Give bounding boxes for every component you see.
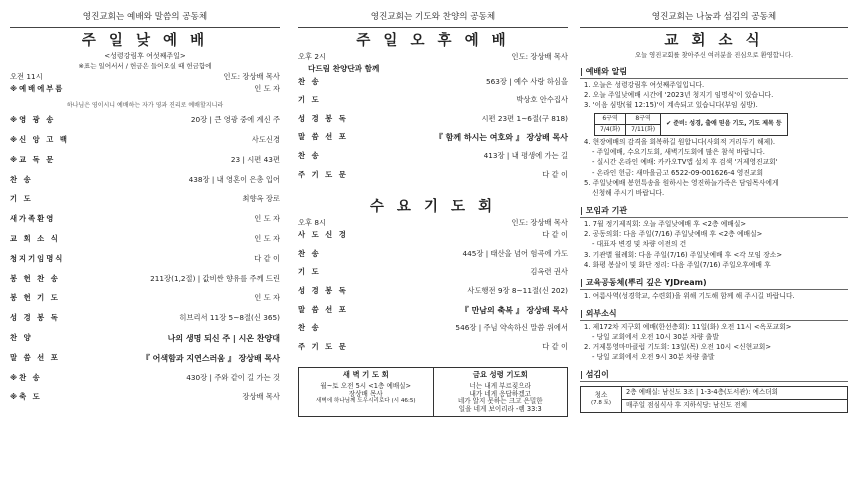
news-item: 3. '이음 심방(월 12:15)'이 계속되고 있습니다(부임 심방). [584,101,758,110]
news-item: 5. 주일낮예배 봉헌특송을 원하시는 영진하늘가족은 담임목사에게 [584,178,779,187]
order-value: 563장 | 예수 사랑 하심을 [485,76,568,86]
order-label: 성 경 봉 독 [298,286,348,296]
order-value: 546장 | 주님 약속하신 말씀 위에서 [455,323,568,333]
order-value: 사도신경 [251,135,280,145]
order-item [298,268,568,287]
call-to-worship-verse: 하나님은 영이시니 예배하는 자가 영과 진리로 예배할지니라 [66,102,224,110]
banner: 영진교회는 기도와 찬양의 공동체 [298,10,568,28]
order-item [298,231,568,250]
dawn-prayer [299,368,433,416]
order-label: 성 경 봉 독 [298,113,348,123]
news-item: - 당일 교회에서 오전 9시 30분 차량 출발 [592,353,715,362]
service-time: 오후 8시 [298,217,327,227]
order-value: 히브리서 11장 5~8절(신 365) [179,313,280,323]
order-item [10,116,280,136]
news-item: 1. 제172차 지구회 예배(한선층회): 11일(화) 오전 11시 <옥포교회> [584,322,792,331]
order-label: 봉 헌 기 도 [10,293,60,303]
friday-prayer [433,368,568,416]
order-value: 438장 | 내 영혼이 은총 입어 [188,174,280,184]
order-item [298,78,568,97]
order-label: 기 도 [298,267,321,277]
order-item [298,96,568,115]
service-leader: 인도: 장상배 목사 [223,72,280,82]
service-subtitle: <성령강림후 여섯째주일> [104,51,186,60]
order-label: 말 씀 선 포 [298,304,348,314]
order-label: 말 씀 선 포 [298,132,348,142]
section-heading: | 모임과 기관 [580,206,848,218]
order-item [298,306,568,325]
schedule-note: ✔ 준비: 성경, 출애 믿음 기도, 기도 제목 등 [661,114,788,136]
order-value: 인 도 자 [254,293,280,303]
order-label: 찬 송 [298,151,321,161]
order-item [298,250,568,269]
friday-verse-line: 네가 알지 못하는 크고 은밀한 [457,397,543,406]
cleaning-duty-table [580,386,848,412]
cleaning-row: 2층 예배실: 남신도 3조 | 1-3-4층(도서관): 예스더회 [626,388,779,397]
cleaning-label-text: 청소 [594,390,608,399]
order-item [298,287,568,306]
church-news [580,10,848,413]
service-time: 오후 2시 [298,51,327,61]
order-item [10,393,280,413]
news-item: 3. 기관별 월례회: 다음 주일(7/16) 주일낮예배 후 <각 모임 장소> [584,250,783,259]
order-label: 주 기 도 문 [298,169,348,179]
service-title: 주 일 낮 예 배 [81,32,209,49]
order-item [10,235,280,255]
dawn-prayer-title: 새 벽 기 도 회 [342,370,389,380]
section-heading: | 외부소식 [580,309,848,321]
order-value: 23 | 시편 43편 [230,154,280,164]
order-label: 사 도 신 경 [298,230,348,240]
order-value: 최향옥 장로 [242,194,280,204]
order-item [298,171,568,190]
order-label: 새가족환영 [10,214,56,224]
schedule-head: 8구역 [626,114,661,125]
order-value: 다 같 이 [542,230,568,240]
order-value: 나의 생명 되신 주 | 시온 찬양대 [167,334,280,344]
cleaning-rows [622,387,847,411]
order-item [10,374,280,394]
choir-note: 다드림 찬양단과 함께 [308,63,380,73]
order-label: 교 회 소 식 [10,234,60,244]
sermon-title: 『 함께 하시는 여호와 』 장상배 목사 [434,133,568,143]
order-value: 20장 | 큰 영광 중에 계신 주 [190,115,280,125]
cleaning-label [581,387,622,411]
cleaning-date: (7.8 토) [590,400,612,407]
prayer-meetings-box [298,367,568,417]
order-item [10,275,280,295]
order-label: 성 경 봉 독 [10,313,60,323]
friday-verse-line: 너는 내게 부르짖으라 [469,381,532,390]
visitation-schedule [594,113,788,136]
sermon-title: 『 만남의 축복 』 장상배 목사 [460,305,568,315]
dawn-prayer-time: 월~토 오전 5시 <1층 예배실> [320,381,412,390]
banner: 영진교회는 나눔과 섬김의 공동체 [580,10,848,28]
news-title: 교 회 소 식 [664,32,764,49]
sunday-morning-service [10,10,280,413]
order-item [10,334,280,354]
news-item: - 온라인 헌금: 새마을금고 6522-09-001626-4 영진교회 [592,168,764,177]
service-time: 오전 11시 [10,72,43,82]
schedule-head: 6구역 [595,114,626,125]
order-value: 인 도 자 [254,234,280,244]
order-value: 430장 | 주와 같이 길 가는 것 [186,372,280,382]
news-item: 2. 거제통영마마클럽 기도회: 13일(목) 오전 10시 <신현교회> [584,343,772,352]
order-value: 박상호 안수집사 [516,95,568,105]
news-item: 1. 오늘은 성령강림후 여섯째주일입니다. [584,80,705,89]
order-value: 다 같 이 [254,253,280,263]
welcome-text: 오늘 영진교회를 찾아주신 여러분을 진심으로 환영합니다. [635,51,793,59]
section-heading: | 교육공동체(뿌리 깊은 YJDream) [580,278,848,290]
order-value: 장상배 목사 [242,392,280,402]
service-note: ※표는 일어서서 / 헌금은 들어오실 때 헌금함에 [78,61,212,70]
order-item [298,324,568,343]
news-item: 1. 7월 정기제직회: 오늘 주일낮예배 후 <2층 예배실> [584,219,747,228]
news-item: 신청해 주시기 바랍니다. [592,188,665,197]
order-item [10,176,280,196]
order-label: ※영 광 송 [10,115,56,125]
dawn-prayer-leader: 장상배 목사 [348,389,383,398]
friday-verse-line: 일을 네게 보이리라 -렘 33:3 [458,404,542,413]
order-label: ※찬 송 [10,372,42,382]
friday-verse-line: 내가 네게 응답하겠고 [469,389,532,398]
schedule-date: 7/11(화) [626,125,661,136]
news-item: - 당일 교회에서 오전 10시 30분 차량 출발 [592,333,719,341]
order-item [298,152,568,171]
order-value: 인 도 자 [254,214,280,224]
service-leader: 인도: 장상배 목사 [511,217,568,227]
order-label: 찬 송 [10,174,33,184]
news-item: 4. 현장예배의 감격을 회복하길 원합니다(사회적 거리두기 해제). [584,137,776,146]
order-item [10,314,280,334]
wednesday-meta [298,219,568,227]
order-label: ※신 앙 고 백 [10,135,69,145]
order-label: 찬 송 [298,248,321,258]
order-value: 인 도 자 [254,84,280,94]
service-meta [10,73,280,81]
order-value: 시편 23편 1~6절(구 818) [481,113,568,123]
order-value: 211장(1,2절) | 값비싼 향유를 주께 드린 [150,273,280,283]
order-value: 사도행전 9장 8~11절(신 202) [467,286,568,296]
order-item [10,195,280,215]
order-item [10,215,280,235]
news-item: 2. 공동의회: 다음 주일(7/16) 주일낮예배 후 <2층 예배실> [584,230,763,239]
order-item [10,136,280,156]
dawn-prayer-verse: 새벽에 하나님께 도우시리로다 (시 46:5) [315,398,416,405]
order-label: 찬 송 [298,76,321,86]
cleaning-row: 매주일 점심식사 후 지하식당: 남신도 전체 [622,399,847,412]
order-value: 김옥련 권사 [530,267,568,277]
sermon-title: 『 어색함과 지연스러움 』 장상배 목사 [141,353,280,363]
order-label: 기 도 [298,95,321,105]
order-label: 봉 헌 찬 송 [10,273,60,283]
section-heading: | 예배와 알림 [580,67,848,79]
news-item: - 실시간 온라인 예배: 카카오TV앱 설치 후 검색 '거제영진교회' [592,158,778,167]
order-label: ※예배에부름 [10,84,65,94]
news-item: 1. 여름사역(성경학교, 수련회)을 위해 기도해 함께 해 주시길 바랍니다. [584,291,795,300]
order-item [10,156,280,176]
schedule-date: 7/4(화) [595,125,626,136]
order-value: 다 같 이 [542,341,568,351]
section-heading: | 섬김이 [580,370,848,382]
order-value: 다 같 이 [542,169,568,179]
order-label: 말 씀 선 포 [10,352,60,362]
afternoon-and-wednesday-services [298,10,568,417]
order-item [10,354,280,374]
order-item [10,255,280,275]
service-meta [298,53,568,61]
banner: 영진교회는 예배와 말씀의 공동체 [10,10,280,28]
news-item: - 대표자 변경 및 차량 이전의 건 [592,240,687,249]
order-item [10,294,280,314]
order-item [298,115,568,134]
order-label: 찬 양 [10,333,33,343]
news-item: 4. 화평 봉살이 및 화단 정리: 다음 주일(7/16) 주일오후예배 후 [584,260,771,269]
order-label: 주 기 도 문 [298,341,348,351]
friday-prayer-title: 금요 성령 기도회 [472,370,528,380]
order-item [298,343,568,362]
service-title: 주 일 오 후 예 배 [356,32,510,49]
news-item: 2. 오늘 주일낮예배 시간에 '2023년 청지기 임명식'이 있습니다. [584,91,774,100]
news-item: - 주일예배, 수요기도회, 새벽기도회에 많은 참석 바랍니다. [592,148,765,157]
order-label: ※교 독 문 [10,154,56,164]
order-value: 413장 | 내 평생에 가는 길 [483,151,568,161]
service-leader: 인도: 장상배 목사 [511,51,568,61]
order-value: 445장 | 태산을 넘어 험곡에 가도 [462,248,568,258]
order-label: 청지기임명식 [10,253,65,263]
wednesday-title: 수 요 기 도 회 [369,199,497,216]
order-label: ※축 도 [10,392,42,402]
order-label: 기 도 [10,194,33,204]
order-item [298,133,568,152]
order-label: 찬 송 [298,323,321,333]
